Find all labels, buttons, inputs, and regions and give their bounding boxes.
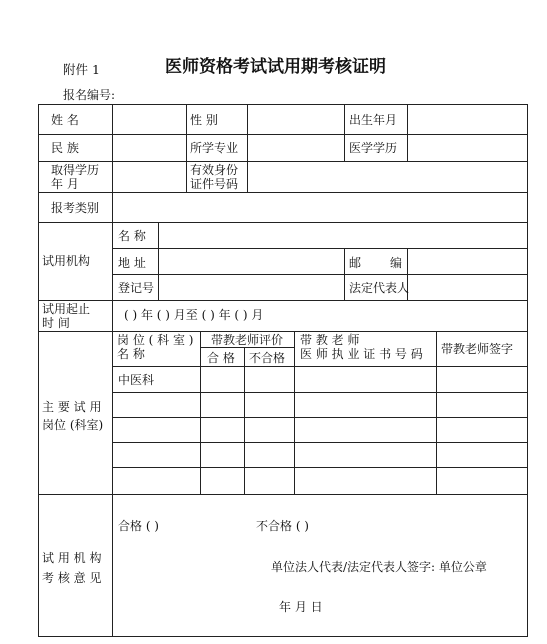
birth-date-label: 出生年月 [349, 113, 398, 127]
name-label: 姓 名 [51, 113, 79, 127]
institution-name-label: 名 称 [118, 229, 146, 243]
attachment-label: 附件 1 [63, 62, 100, 77]
teacher-signature-header: 带教老师签字 [441, 342, 514, 356]
postcode-label-left: 邮 [349, 256, 362, 270]
fail-column-header: 不合格 [249, 351, 286, 365]
degree-label: 医学学历 [349, 141, 398, 155]
teacher-evaluation-header: 带教老师评价 [211, 333, 284, 347]
postcode-label-right: 编 [390, 256, 403, 270]
legal-representative-label: 法定代表人 [349, 281, 410, 295]
gender-label: 性 别 [190, 113, 218, 127]
pass-column-header: 合 格 [207, 351, 235, 365]
trial-period-label: 试用起止 时 间 [42, 302, 91, 330]
id-number-label: 有效身份 证件号码 [190, 163, 239, 191]
legal-signature-line: 单位法人代表/法定代表人签字: 单位公章 [271, 560, 487, 574]
post-name-header: 岗 位 ( 科 室 ) 名 称 [117, 333, 194, 361]
registration-number-label: 报名编号: [63, 88, 116, 102]
institution-address-label: 地 址 [118, 256, 146, 270]
signature-date: 年 月 日 [279, 600, 323, 614]
page-title: 医师资格考试试用期考核证明 [165, 57, 386, 77]
assessment-opinion-label: 试 用 机 构 考 核 意 见 [42, 551, 102, 585]
exam-category-label: 报考类别 [51, 201, 100, 215]
major-label: 所学专业 [190, 141, 239, 155]
registration-no-label: 登记号 [118, 281, 155, 295]
opinion-fail: 不合格 ( ) [256, 519, 309, 533]
graduation-date-label: 取得学历 年 月 [51, 163, 100, 191]
trial-period-dates: ( ) 年 ( ) 月至 ( ) 年 ( ) 月 [124, 308, 264, 322]
positions-label: 主 要 试 用 岗位 (科室) [42, 400, 104, 432]
position-row-1: 中医科 [118, 373, 155, 387]
certificate-number-header: 带 教 老 师 医 师 执 业 证 书 号 码 [300, 333, 423, 361]
opinion-pass: 合格 ( ) [118, 519, 159, 533]
ethnicity-label: 民 族 [51, 141, 79, 155]
institution-label: 试用机构 [42, 254, 91, 268]
